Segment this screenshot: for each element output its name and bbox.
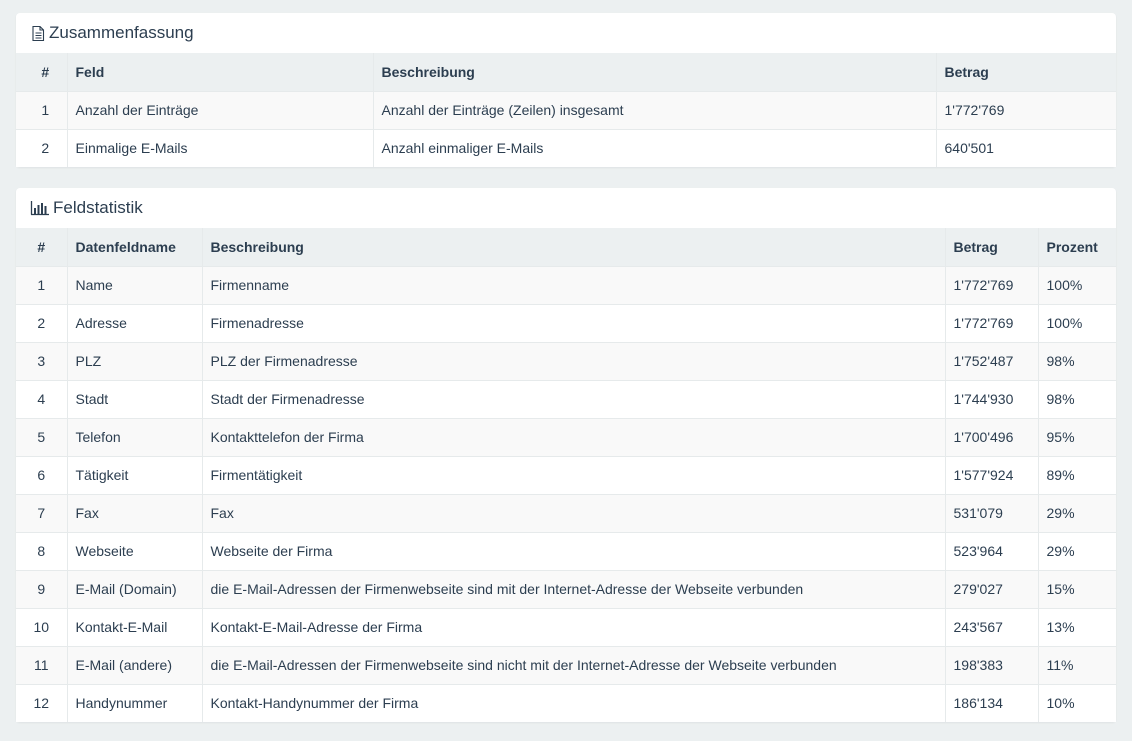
table-row [16,456,1116,494]
cell-datenfeldname: Handynummer [67,684,202,722]
cell-prozent: 10% [1038,684,1116,722]
table-row [16,266,1116,304]
column-header-feld: Feld [67,53,373,91]
cell-prozent: 15% [1038,570,1116,608]
cell-beschreibung: Anzahl der Einträge (Zeilen) insgesamt [373,91,936,129]
cell-prozent: 89% [1038,456,1116,494]
row-number: 6 [16,456,67,494]
cell-datenfeldname: Adresse [67,304,202,342]
row-number: 8 [16,532,67,570]
column-header-betrag: Betrag [945,228,1038,266]
cell-betrag: 523'964 [945,532,1038,570]
field-statistics-panel-heading [16,188,1116,228]
column-header-beschreibung: Beschreibung [373,53,936,91]
cell-betrag: 186'134 [945,684,1038,722]
cell-beschreibung: Fax [202,494,945,532]
cell-datenfeldname: Stadt [67,380,202,418]
cell-prozent: 100% [1038,304,1116,342]
bar-chart-icon [30,200,50,216]
cell-datenfeldname: Tätigkeit [67,456,202,494]
column-header-beschreibung: Beschreibung [202,228,945,266]
cell-beschreibung: Kontakttelefon der Firma [202,418,945,456]
row-number: 9 [16,570,67,608]
summary-table [16,53,1116,167]
table-row [16,608,1116,646]
table-row [16,342,1116,380]
row-number: 5 [16,418,67,456]
cell-betrag: 1'577'924 [945,456,1038,494]
cell-beschreibung: PLZ der Firmenadresse [202,342,945,380]
cell-betrag: 1'772'769 [945,304,1038,342]
cell-beschreibung: Stadt der Firmenadresse [202,380,945,418]
field-statistics-header-row [16,228,1116,266]
cell-beschreibung: Kontakt-Handynummer der Firma [202,684,945,722]
cell-prozent: 95% [1038,418,1116,456]
cell-prozent: 100% [1038,266,1116,304]
cell-betrag: 243'567 [945,608,1038,646]
cell-betrag: 1'772'769 [936,91,1116,129]
cell-feld: Anzahl der Einträge [67,91,373,129]
cell-beschreibung: Kontakt-E-Mail-Adresse der Firma [202,608,945,646]
document-icon [30,25,46,42]
row-number: 3 [16,342,67,380]
cell-beschreibung: die E-Mail-Adressen der Firmenwebseite sind mit der Internet-Adresse der Webseite verbunden [202,570,945,608]
table-row [16,418,1116,456]
cell-betrag: 1'744'930 [945,380,1038,418]
cell-datenfeldname: Telefon [67,418,202,456]
table-row [16,646,1116,684]
row-number: 1 [16,91,67,129]
cell-beschreibung: Webseite der Firma [202,532,945,570]
cell-prozent: 29% [1038,532,1116,570]
cell-datenfeldname: E-Mail (andere) [67,646,202,684]
cell-beschreibung: Firmentätigkeit [202,456,945,494]
cell-betrag: 640'501 [936,129,1116,167]
column-header-datenfeldname: Datenfeldname [67,228,202,266]
table-row [16,304,1116,342]
cell-beschreibung: Anzahl einmaliger E-Mails [373,129,936,167]
cell-prozent: 98% [1038,380,1116,418]
cell-datenfeldname: E-Mail (Domain) [67,570,202,608]
cell-beschreibung: Firmenname [202,266,945,304]
row-number: 10 [16,608,67,646]
row-number: 2 [16,129,67,167]
table-row [16,532,1116,570]
column-header-prozent: Prozent [1038,228,1116,266]
column-header-betrag: Betrag [936,53,1116,91]
cell-betrag: 1'772'769 [945,266,1038,304]
cell-datenfeldname: Fax [67,494,202,532]
table-row [16,129,1116,167]
cell-prozent: 13% [1038,608,1116,646]
cell-betrag: 531'079 [945,494,1038,532]
cell-datenfeldname: PLZ [67,342,202,380]
table-row [16,91,1116,129]
cell-prozent: 29% [1038,494,1116,532]
row-number: 11 [16,646,67,684]
table-row [16,494,1116,532]
field-statistics-title: Feldstatistik [53,198,143,217]
cell-datenfeldname: Kontakt-E-Mail [67,608,202,646]
field-statistics-table [16,228,1116,722]
cell-prozent: 11% [1038,646,1116,684]
row-number: 2 [16,304,67,342]
table-row [16,684,1116,722]
cell-datenfeldname: Name [67,266,202,304]
cell-beschreibung: Firmenadresse [202,304,945,342]
cell-betrag: 198'383 [945,646,1038,684]
table-row [16,570,1116,608]
field-statistics-panel [16,188,1116,722]
column-header-number: # [16,53,67,91]
cell-feld: Einmalige E-Mails [67,129,373,167]
table-row [16,380,1116,418]
cell-prozent: 98% [1038,342,1116,380]
cell-datenfeldname: Webseite [67,532,202,570]
row-number: 12 [16,684,67,722]
summary-panel [16,13,1116,167]
column-header-number: # [16,228,67,266]
summary-panel-heading [16,13,1116,53]
summary-header-row [16,53,1116,91]
row-number: 4 [16,380,67,418]
cell-betrag: 279'027 [945,570,1038,608]
summary-title: Zusammenfassung [49,23,194,42]
cell-betrag: 1'700'496 [945,418,1038,456]
cell-betrag: 1'752'487 [945,342,1038,380]
row-number: 1 [16,266,67,304]
row-number: 7 [16,494,67,532]
cell-beschreibung: die E-Mail-Adressen der Firmenwebseite sind nicht mit der Internet-Adresse der Webseite verbunden [202,646,945,684]
